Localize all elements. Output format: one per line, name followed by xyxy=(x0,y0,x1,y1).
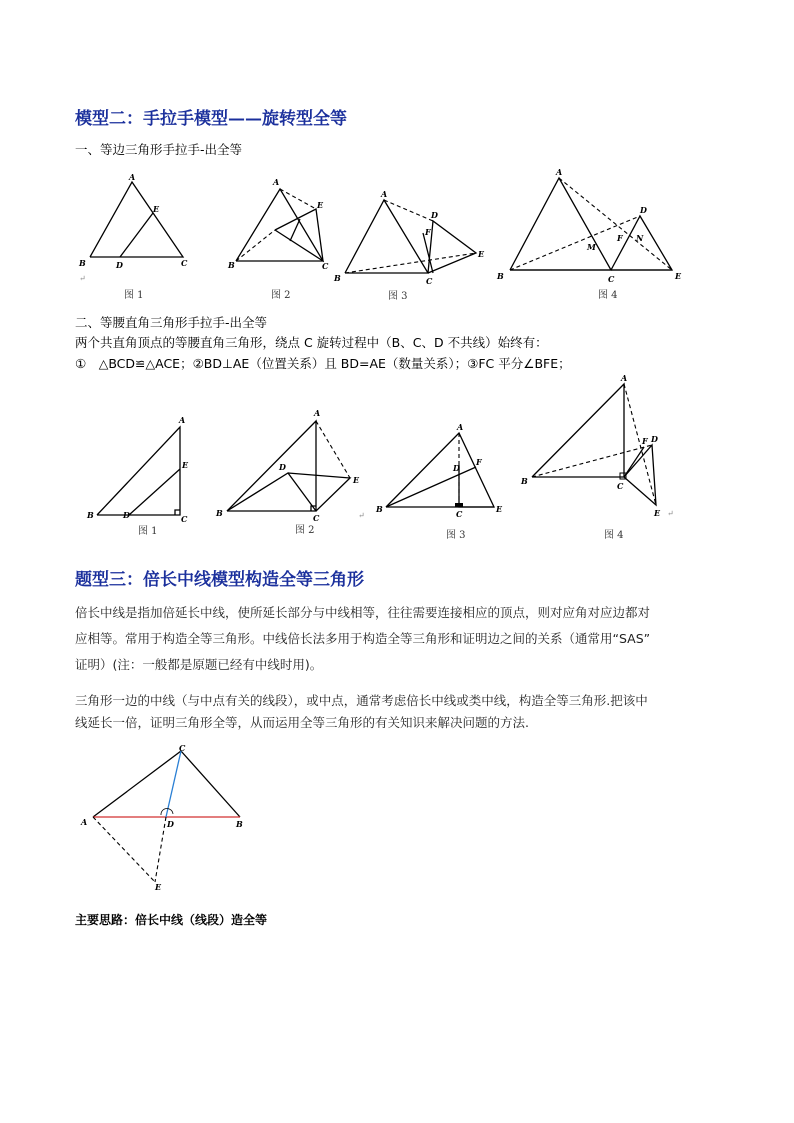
label-D: D xyxy=(116,260,123,270)
return-mark: ↵ xyxy=(358,511,365,520)
label-C: C xyxy=(456,509,463,519)
paragraph-line: 线延长一倍，证明三角形全等，从而运用全等三角形的有关知识来解决问题的方法. xyxy=(75,715,529,730)
caption-row2-2: 图 2 xyxy=(295,525,315,536)
section-heading-type3: 题型三：倍长中线模型构造全等三角形 xyxy=(75,570,364,590)
label-B: B xyxy=(79,258,86,268)
label-B: B xyxy=(87,510,94,520)
label-A: A xyxy=(556,167,563,177)
label-A: A xyxy=(314,408,321,418)
label-B: B xyxy=(376,504,383,514)
label-C: C xyxy=(322,261,329,271)
subheading-equilateral: 一、等边三角形手拉手-出全等 xyxy=(75,142,243,157)
label-C: C xyxy=(181,258,188,268)
row1-fig1 xyxy=(78,172,188,301)
label-C: C xyxy=(617,481,624,491)
paragraph-line: 应相等。常用于构造全等三角形。中线倍长法多用于构造全等三角形和证明边之间的关系（通常用“SAS” xyxy=(75,631,651,646)
caption-row2-1: 图 1 xyxy=(138,526,158,537)
caption-row2-3: 图 3 xyxy=(446,530,466,541)
return-mark: ↵ xyxy=(79,274,86,283)
row2-fig1 xyxy=(86,415,189,537)
main-idea: 主要思路：倍长中线（线段）造全等 xyxy=(75,913,268,927)
figure-median-doubling xyxy=(75,745,275,895)
section-heading-model2: 模型二：手拉手模型——旋转型全等 xyxy=(75,109,347,129)
label-D: D xyxy=(651,434,658,444)
label-D: D xyxy=(431,210,438,220)
label-E: E xyxy=(654,508,661,518)
caption-row1-2: 图 2 xyxy=(271,290,291,301)
label-B: B xyxy=(236,819,243,829)
row1-fig2 xyxy=(227,177,329,301)
label-D: D xyxy=(123,510,130,520)
label-M: M xyxy=(587,242,596,252)
label-E: E xyxy=(675,271,682,281)
label-C: C xyxy=(181,514,188,524)
label-F: F xyxy=(642,436,648,446)
description-line2: ① △BCD≌△ACE；②BD⊥AE（位置关系）且 BD=AE（数量关系）；③FC 平分∠BFE； xyxy=(75,356,571,371)
label-N: N xyxy=(636,233,644,243)
paragraph-line: 倍长中线是指加倍延长中线，使所延长部分与中线相等，往往需要连接相应的顶点，则对应角对应边都对 xyxy=(75,605,651,620)
label-A: A xyxy=(381,189,388,199)
row1-fig3 xyxy=(333,189,485,302)
label-B: B xyxy=(216,508,223,518)
label-E: E xyxy=(353,475,360,485)
row1-fig4 xyxy=(496,167,682,301)
label-A: A xyxy=(179,415,186,425)
description-line1: 两个共直角顶点的等腰直角三角形，绕点 C 旋转过程中（B、C、D 不共线）始终有： xyxy=(75,335,548,350)
label-C: C xyxy=(313,513,320,523)
figure-row2 xyxy=(0,375,794,545)
label-A: A xyxy=(457,422,464,432)
row2-fig2 xyxy=(215,408,365,536)
label-B: B xyxy=(497,271,504,281)
caption-row1-4: 图 4 xyxy=(598,290,618,301)
label-E: E xyxy=(496,504,503,514)
label-C: C xyxy=(426,276,433,286)
label-F: F xyxy=(425,227,431,237)
row2-fig4 xyxy=(520,373,674,541)
label-A: A xyxy=(129,172,136,182)
label-E: E xyxy=(153,204,160,214)
return-mark: ↵ xyxy=(667,509,674,518)
row2-fig3 xyxy=(375,422,503,541)
label-D: D xyxy=(167,819,174,829)
label-B: B xyxy=(521,476,528,486)
label-D: D xyxy=(279,462,286,472)
paragraph-median-doubling-2 xyxy=(75,690,735,734)
label-D: D xyxy=(640,205,647,215)
paragraph-line: 证明）(注：一般都是原题已经有中线时用)。 xyxy=(75,657,323,672)
label-D: D xyxy=(453,463,460,473)
label-E: E xyxy=(182,460,189,470)
label-E: E xyxy=(478,249,485,259)
paragraph-median-doubling xyxy=(75,600,735,678)
caption-row1-1: 图 1 xyxy=(124,290,144,301)
label-F: F xyxy=(476,457,482,467)
label-F: F xyxy=(617,233,623,243)
label-A: A xyxy=(621,373,628,383)
caption-row2-4: 图 4 xyxy=(604,530,624,541)
label-E: E xyxy=(155,882,162,892)
label-E: E xyxy=(317,200,324,210)
label-B: B xyxy=(334,273,341,283)
caption-row1-3: 图 3 xyxy=(388,291,408,302)
label-C: C xyxy=(179,743,186,753)
paragraph-line: 三角形一边的中线（与中点有关的线段），或中点，通常考虑倍长中线或类中线，构造全等三角形.把该中 xyxy=(75,693,648,708)
subheading-isosceles-right: 二、等腰直角三角形手拉手-出全等 xyxy=(75,315,268,330)
label-A: A xyxy=(273,177,280,187)
label-B: B xyxy=(228,260,235,270)
label-C: C xyxy=(608,274,615,284)
label-A: A xyxy=(81,817,88,827)
